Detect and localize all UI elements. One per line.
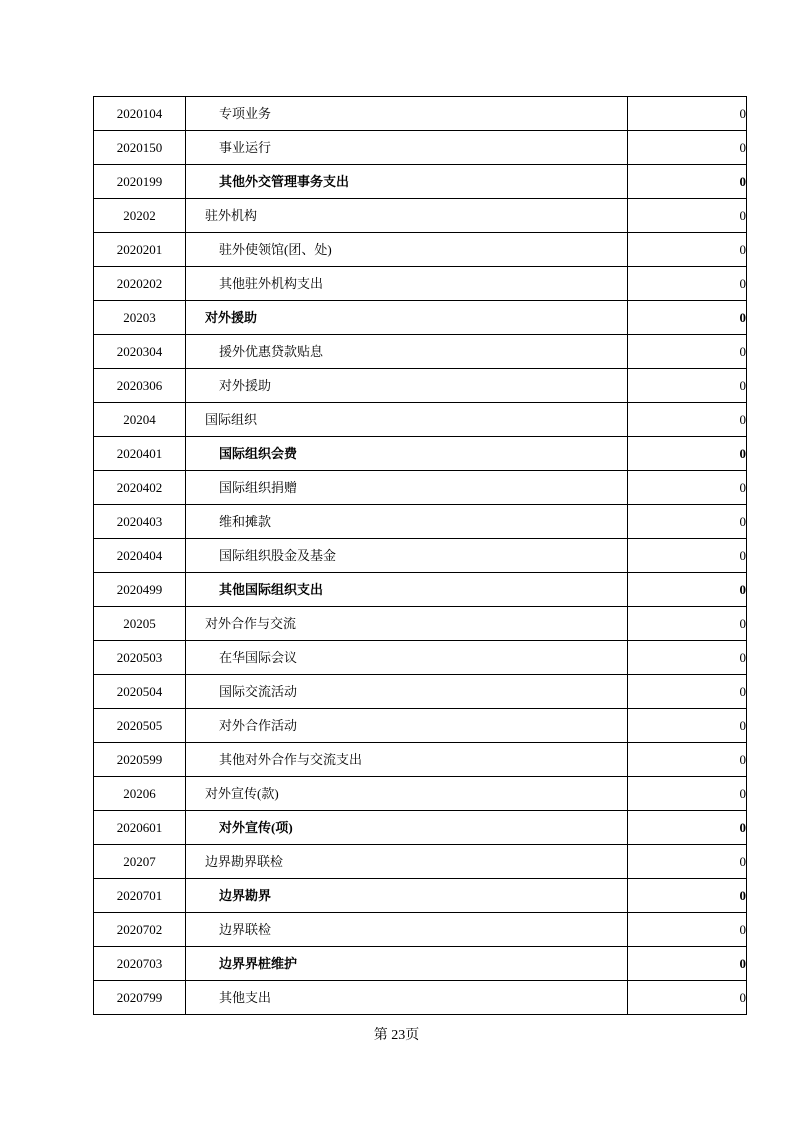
name-cell: 其他支出: [186, 981, 628, 1015]
code-cell: 2020702: [94, 913, 186, 947]
table-row: [94, 539, 747, 573]
amount-cell: 0: [628, 131, 747, 165]
name-cell: 国际组织股金及基金: [186, 539, 628, 573]
code-cell: 20207: [94, 845, 186, 879]
code-cell: 20204: [94, 403, 186, 437]
code-cell: 2020306: [94, 369, 186, 403]
name-cell: 专项业务: [186, 97, 628, 131]
amount-cell: 0: [628, 199, 747, 233]
code-cell: 2020150: [94, 131, 186, 165]
table-row: [94, 675, 747, 709]
amount-cell: 0: [628, 403, 747, 437]
table-row: [94, 267, 747, 301]
code-cell: 20205: [94, 607, 186, 641]
table-row: [94, 573, 747, 607]
name-cell: 国际组织捐赠: [186, 471, 628, 505]
table-row: [94, 607, 747, 641]
code-cell: 2020599: [94, 743, 186, 777]
code-cell: 2020503: [94, 641, 186, 675]
table-row: [94, 233, 747, 267]
code-cell: 2020504: [94, 675, 186, 709]
table-row: [94, 981, 747, 1015]
table-row: [94, 335, 747, 369]
table-row: [94, 471, 747, 505]
amount-cell: 0: [628, 505, 747, 539]
table-row: [94, 369, 747, 403]
table-row: [94, 505, 747, 539]
code-cell: 2020402: [94, 471, 186, 505]
amount-cell: 0: [628, 947, 747, 981]
table-row: [94, 403, 747, 437]
amount-cell: 0: [628, 743, 747, 777]
name-cell: 维和摊款: [186, 505, 628, 539]
name-cell: 在华国际会议: [186, 641, 628, 675]
code-cell: 2020202: [94, 267, 186, 301]
amount-cell: 0: [628, 709, 747, 743]
table-row: [94, 301, 747, 335]
budget-table-body: [94, 97, 747, 1015]
name-cell: 事业运行: [186, 131, 628, 165]
budget-table: [93, 96, 747, 1015]
amount-cell: 0: [628, 777, 747, 811]
table-row: [94, 845, 747, 879]
amount-cell: 0: [628, 267, 747, 301]
code-cell: 2020505: [94, 709, 186, 743]
code-cell: 2020404: [94, 539, 186, 573]
name-cell: 对外合作与交流: [186, 607, 628, 641]
amount-cell: 0: [628, 573, 747, 607]
code-cell: 2020703: [94, 947, 186, 981]
table-row: [94, 709, 747, 743]
amount-cell: 0: [628, 165, 747, 199]
amount-cell: 0: [628, 97, 747, 131]
amount-cell: 0: [628, 811, 747, 845]
name-cell: 对外宣传(款): [186, 777, 628, 811]
code-cell: 2020799: [94, 981, 186, 1015]
code-cell: 2020201: [94, 233, 186, 267]
name-cell: 边界勘界联检: [186, 845, 628, 879]
table-row: [94, 165, 747, 199]
table-row: [94, 913, 747, 947]
name-cell: 援外优惠贷款贴息: [186, 335, 628, 369]
amount-cell: 0: [628, 335, 747, 369]
amount-cell: 0: [628, 641, 747, 675]
table-row: [94, 811, 747, 845]
code-cell: 2020499: [94, 573, 186, 607]
code-cell: 2020104: [94, 97, 186, 131]
code-cell: 2020403: [94, 505, 186, 539]
table-row: [94, 199, 747, 233]
name-cell: 其他国际组织支出: [186, 573, 628, 607]
table-row: [94, 743, 747, 777]
page-number: 第 23页: [373, 1028, 420, 1043]
amount-cell: 0: [628, 981, 747, 1015]
name-cell: 其他外交管理事务支出: [186, 165, 628, 199]
code-cell: 2020304: [94, 335, 186, 369]
table-row: [94, 97, 747, 131]
name-cell: 国际组织: [186, 403, 628, 437]
name-cell: 驻外使领馆(团、处): [186, 233, 628, 267]
code-cell: 2020401: [94, 437, 186, 471]
name-cell: 驻外机构: [186, 199, 628, 233]
name-cell: 对外合作活动: [186, 709, 628, 743]
name-cell: 边界联检: [186, 913, 628, 947]
amount-cell: 0: [628, 607, 747, 641]
name-cell: 对外宣传(项): [186, 811, 628, 845]
code-cell: 20203: [94, 301, 186, 335]
name-cell: 其他对外合作与交流支出: [186, 743, 628, 777]
amount-cell: 0: [628, 471, 747, 505]
name-cell: 其他驻外机构支出: [186, 267, 628, 301]
name-cell: 国际交流活动: [186, 675, 628, 709]
amount-cell: 0: [628, 675, 747, 709]
name-cell: 对外援助: [186, 369, 628, 403]
table-row: [94, 777, 747, 811]
table-row: [94, 947, 747, 981]
code-cell: 2020701: [94, 879, 186, 913]
code-cell: 2020199: [94, 165, 186, 199]
name-cell: 边界勘界: [186, 879, 628, 913]
table-row: [94, 437, 747, 471]
table-row: [94, 879, 747, 913]
amount-cell: 0: [628, 301, 747, 335]
name-cell: 国际组织会费: [186, 437, 628, 471]
amount-cell: 0: [628, 913, 747, 947]
amount-cell: 0: [628, 233, 747, 267]
code-cell: 20202: [94, 199, 186, 233]
name-cell: 对外援助: [186, 301, 628, 335]
code-cell: 2020601: [94, 811, 186, 845]
amount-cell: 0: [628, 369, 747, 403]
name-cell: 边界界桩维护: [186, 947, 628, 981]
amount-cell: 0: [628, 539, 747, 573]
table-row: [94, 641, 747, 675]
amount-cell: 0: [628, 845, 747, 879]
table-row: [94, 131, 747, 165]
amount-cell: 0: [628, 437, 747, 471]
code-cell: 20206: [94, 777, 186, 811]
amount-cell: 0: [628, 879, 747, 913]
